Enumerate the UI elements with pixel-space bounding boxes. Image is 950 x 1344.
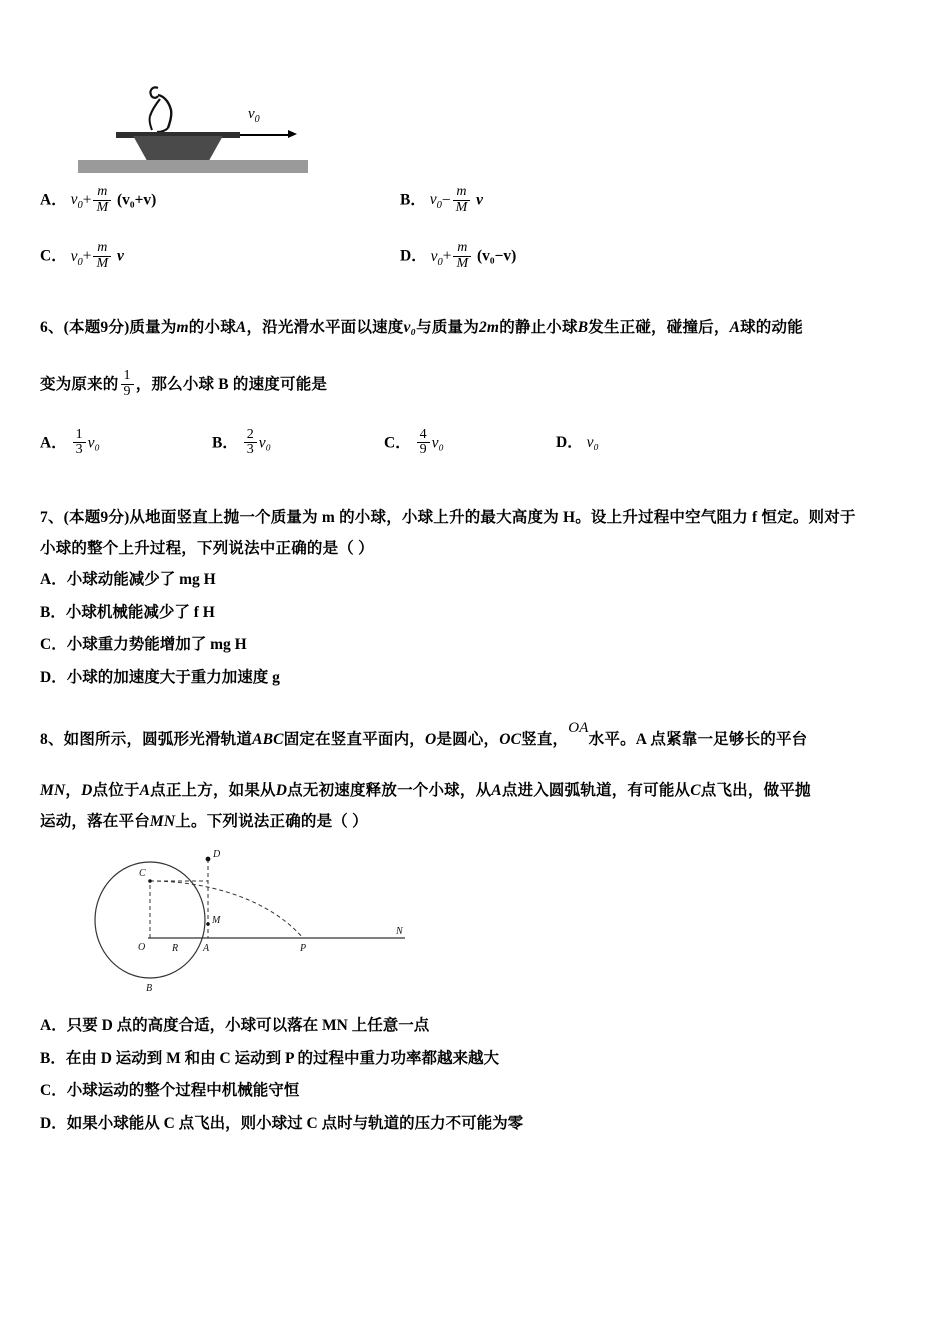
q6-option-B-label: B． — [212, 434, 238, 452]
q8-option-A-text: 只要 D 点的高度合适，小球可以落在 MN 上任意一点 — [66, 1017, 430, 1035]
q8-l2f: 点进入圆弧轨道，有可能从 — [501, 782, 691, 800]
q5-option-D-var: $v_0$ — [430, 247, 443, 268]
q8-l2-A: A — [139, 782, 151, 800]
boat-person-figure — [60, 60, 330, 175]
svg-text:B: B — [146, 983, 153, 995]
q5-option-A[interactable] — [40, 185, 400, 215]
q6-option-C-fraction: $\frac{4}{9}$ — [417, 428, 430, 458]
q8-l1-O: O — [425, 731, 437, 749]
q7-option-B-label: B． — [40, 603, 66, 621]
q6-stem-A: A — [235, 318, 247, 336]
q6-stem-a: (本题9分)质量为 — [63, 318, 177, 336]
velocity-arrow-line — [240, 134, 290, 136]
q5-option-C-label: C． — [40, 247, 67, 265]
svg-text:M: M — [212, 915, 221, 927]
q7-option-A-text: 小球动能减少了 mg H — [66, 571, 216, 589]
q6-option-A[interactable] — [40, 428, 212, 458]
svg-text:N: N — [396, 926, 403, 938]
q8-l2g: 点飞出，做平抛 — [700, 782, 811, 800]
q6-stem-A2: A — [729, 318, 741, 336]
q8-l2b: ， — [65, 782, 82, 800]
q8-l1-OA: OA — [568, 720, 589, 737]
q6-stem-g: 球的动能 — [740, 318, 803, 336]
q5-option-C-fraction: $\frac{m}{M}$ — [93, 241, 111, 271]
q8-option-C-text: 小球运动的整个过程中机械能守恒 — [66, 1082, 300, 1100]
q8-l2-D: D — [81, 782, 93, 800]
svg-text:O: O — [138, 942, 146, 954]
q8-l2-MN: MN — [40, 782, 66, 800]
q6-option-B-fraction: $\frac{2}{3}$ — [244, 428, 257, 458]
q5-option-B-fraction: $\frac{m}{M}$ — [453, 185, 471, 215]
q8-l2-A2: A — [491, 782, 502, 800]
q8-l1a: 如图所示，圆弧形光滑轨道 — [63, 731, 253, 749]
q6-stem-2m: 2m — [478, 318, 500, 336]
q8-option-A-label: A． — [40, 1017, 67, 1035]
svg-text:C: C — [139, 868, 146, 880]
q5-option-A-label: A． — [40, 191, 67, 209]
svg-text:A: A — [203, 943, 210, 955]
q5-option-D-tail: (v₀−v) — [477, 247, 517, 265]
person-icon — [144, 82, 184, 134]
q8-line-3 — [40, 806, 910, 837]
q6-stem-e: 的静止小球 — [499, 318, 578, 336]
q6-option-C-label: C． — [384, 434, 411, 452]
question-8-stem — [40, 720, 910, 755]
q8-l1e: 水平。A 点紧靠一足够长的平台 — [588, 731, 808, 749]
q6-option-A-fraction: $\frac{1}{3}$ — [73, 428, 86, 458]
velocity-symbol: v — [248, 106, 255, 122]
q6-stem-m: m — [176, 318, 189, 336]
q6-stem-v0: v₀ — [403, 318, 417, 336]
q6-option-D-label: D． — [556, 434, 583, 452]
q6-stem-c: ，沿光滑水平面以速度 — [246, 318, 404, 336]
q5-option-B-tail: v — [476, 191, 484, 209]
q6-option-B[interactable] — [212, 428, 384, 458]
q8-l3b: 上。下列说法正确的是（ ） — [175, 813, 368, 831]
velocity-label — [248, 106, 260, 125]
q8-option-C[interactable] — [40, 1075, 910, 1108]
q5-option-D[interactable] — [400, 241, 516, 271]
svg-text:P: P — [300, 943, 307, 955]
q6-option-C[interactable] — [384, 428, 556, 458]
q5-option-A-op: + — [82, 191, 92, 209]
velocity-subscript: 0 — [254, 114, 260, 125]
q6-stem-f: 发生正碰，碰撞后， — [588, 318, 730, 336]
q7-option-A-label: A． — [40, 571, 67, 589]
question-7-stem — [40, 502, 910, 533]
q8-option-D[interactable] — [40, 1108, 910, 1141]
q8-l3a: 运动，落在平台 — [40, 813, 150, 831]
q8-l1c: 是圆心， — [436, 731, 500, 749]
q7-option-C-text: 小球重力势能增加了 mg H — [66, 636, 247, 654]
q8-option-C-label: C． — [40, 1082, 67, 1100]
q8-option-D-text: 如果小球能从 C 点飞出，则小球过 C 点时与轨道的压力不可能为零 — [66, 1114, 524, 1132]
q6-line2-post: ，那么小球 B 的速度可能是 — [135, 375, 328, 393]
q8-l3-MN: MN — [149, 813, 176, 831]
q8-option-B-text: 在由 D 运动到 M 和由 C 运动到 P 的过程中重力功率都越来越大 — [65, 1049, 499, 1067]
q5-option-D-fraction: $\frac{m}{M}$ — [453, 241, 471, 271]
q8-l2e: 点无初速度释放一个小球，从 — [287, 782, 492, 800]
q7-line-2: 小球的整个上升过程，下列说法中正确的是（ ） — [40, 540, 374, 558]
q5-option-B-var: $v_0$ — [429, 191, 442, 212]
q7-option-D-label: D． — [40, 668, 67, 686]
q5-option-A-var: $v_0$ — [70, 191, 83, 212]
q8-l2-D2: D — [275, 782, 288, 800]
q5-option-A-fraction: $\frac{m}{M}$ — [93, 185, 111, 215]
q5-option-B-label: B． — [400, 191, 426, 209]
q6-option-A-tail: v₀ — [87, 434, 100, 452]
q8-l2-C: C — [690, 782, 701, 800]
q8-line-2 — [40, 775, 910, 806]
q6-option-B-tail: v₀ — [258, 434, 271, 452]
question-6-stem-line2 — [40, 369, 910, 400]
q6-stem-d: 与质量为 — [416, 318, 479, 336]
q8-l1b: 固定在竖直平面内， — [283, 731, 425, 749]
q8-option-B[interactable] — [40, 1043, 910, 1076]
q7-option-A[interactable] — [40, 564, 910, 597]
q8-l2c: 点位于 — [92, 782, 140, 800]
q6-option-D[interactable] — [556, 430, 599, 452]
ground-strip — [78, 160, 308, 173]
q6-fraction-one-ninth: $\frac{1}{9}$ — [121, 369, 134, 399]
q8-option-D-label: D． — [40, 1114, 67, 1132]
question-6-number: 6、 — [40, 318, 64, 336]
question-6-options — [40, 428, 910, 458]
q6-option-C-tail: v₀ — [431, 434, 444, 452]
q5-option-B[interactable] — [400, 185, 483, 215]
q5-option-C[interactable] — [40, 241, 400, 271]
q7-option-B[interactable] — [40, 597, 910, 630]
q5-option-row-2 — [40, 241, 910, 271]
boat-hull — [122, 136, 234, 160]
document-content — [40, 60, 910, 1141]
q7-option-D[interactable] — [40, 662, 910, 695]
q5-option-D-label: D． — [400, 247, 427, 265]
q6-line2-pre: 变为原来的 — [40, 375, 119, 393]
q7-option-D-text: 小球的加速度大于重力加速度 g — [66, 668, 280, 686]
q8-l1-OC: OC — [499, 731, 522, 749]
q5-option-row-1 — [40, 185, 910, 215]
svg-text:D: D — [213, 849, 221, 861]
q6-stem-B: B — [577, 318, 589, 336]
q8-l1-abc: ABC — [252, 731, 284, 749]
q5-option-C-var: $v_0$ — [70, 247, 83, 268]
q8-l2d: 点正上方，如果从 — [150, 782, 276, 800]
question-6-stem — [40, 312, 910, 343]
question-7-number: 7、 — [40, 509, 64, 527]
q6-option-D-tail: v₀ — [586, 434, 599, 452]
q7-option-C-label: C． — [40, 636, 67, 654]
q5-option-B-op: − — [441, 191, 451, 209]
q8-option-A[interactable] — [40, 1010, 910, 1043]
q7-option-C[interactable] — [40, 629, 910, 662]
q6-stem-b: 的小球 — [188, 318, 236, 336]
question-8-figure — [60, 845, 910, 1000]
q5-option-C-op: + — [82, 247, 92, 265]
svg-text:R: R — [172, 943, 179, 955]
q5-option-D-op: + — [442, 247, 452, 265]
q6-option-A-label: A． — [40, 434, 67, 452]
question-8-number: 8、 — [40, 731, 64, 749]
velocity-arrow-head — [288, 130, 297, 138]
q7-option-B-text: 小球机械能减少了 f H — [65, 603, 215, 621]
q5-option-C-tail: v — [117, 247, 124, 265]
q7-line-1: (本题9分)从地面竖直上抛一个质量为 m 的小球，小球上升的最大高度为 H。设上升过程中空气阻力 f 恒定。则对于 — [63, 509, 856, 527]
q5-option-A-tail: (v₀+v) — [117, 191, 157, 209]
q8-option-B-label: B． — [40, 1049, 66, 1067]
q8-l1d: 竖直， — [521, 731, 569, 749]
